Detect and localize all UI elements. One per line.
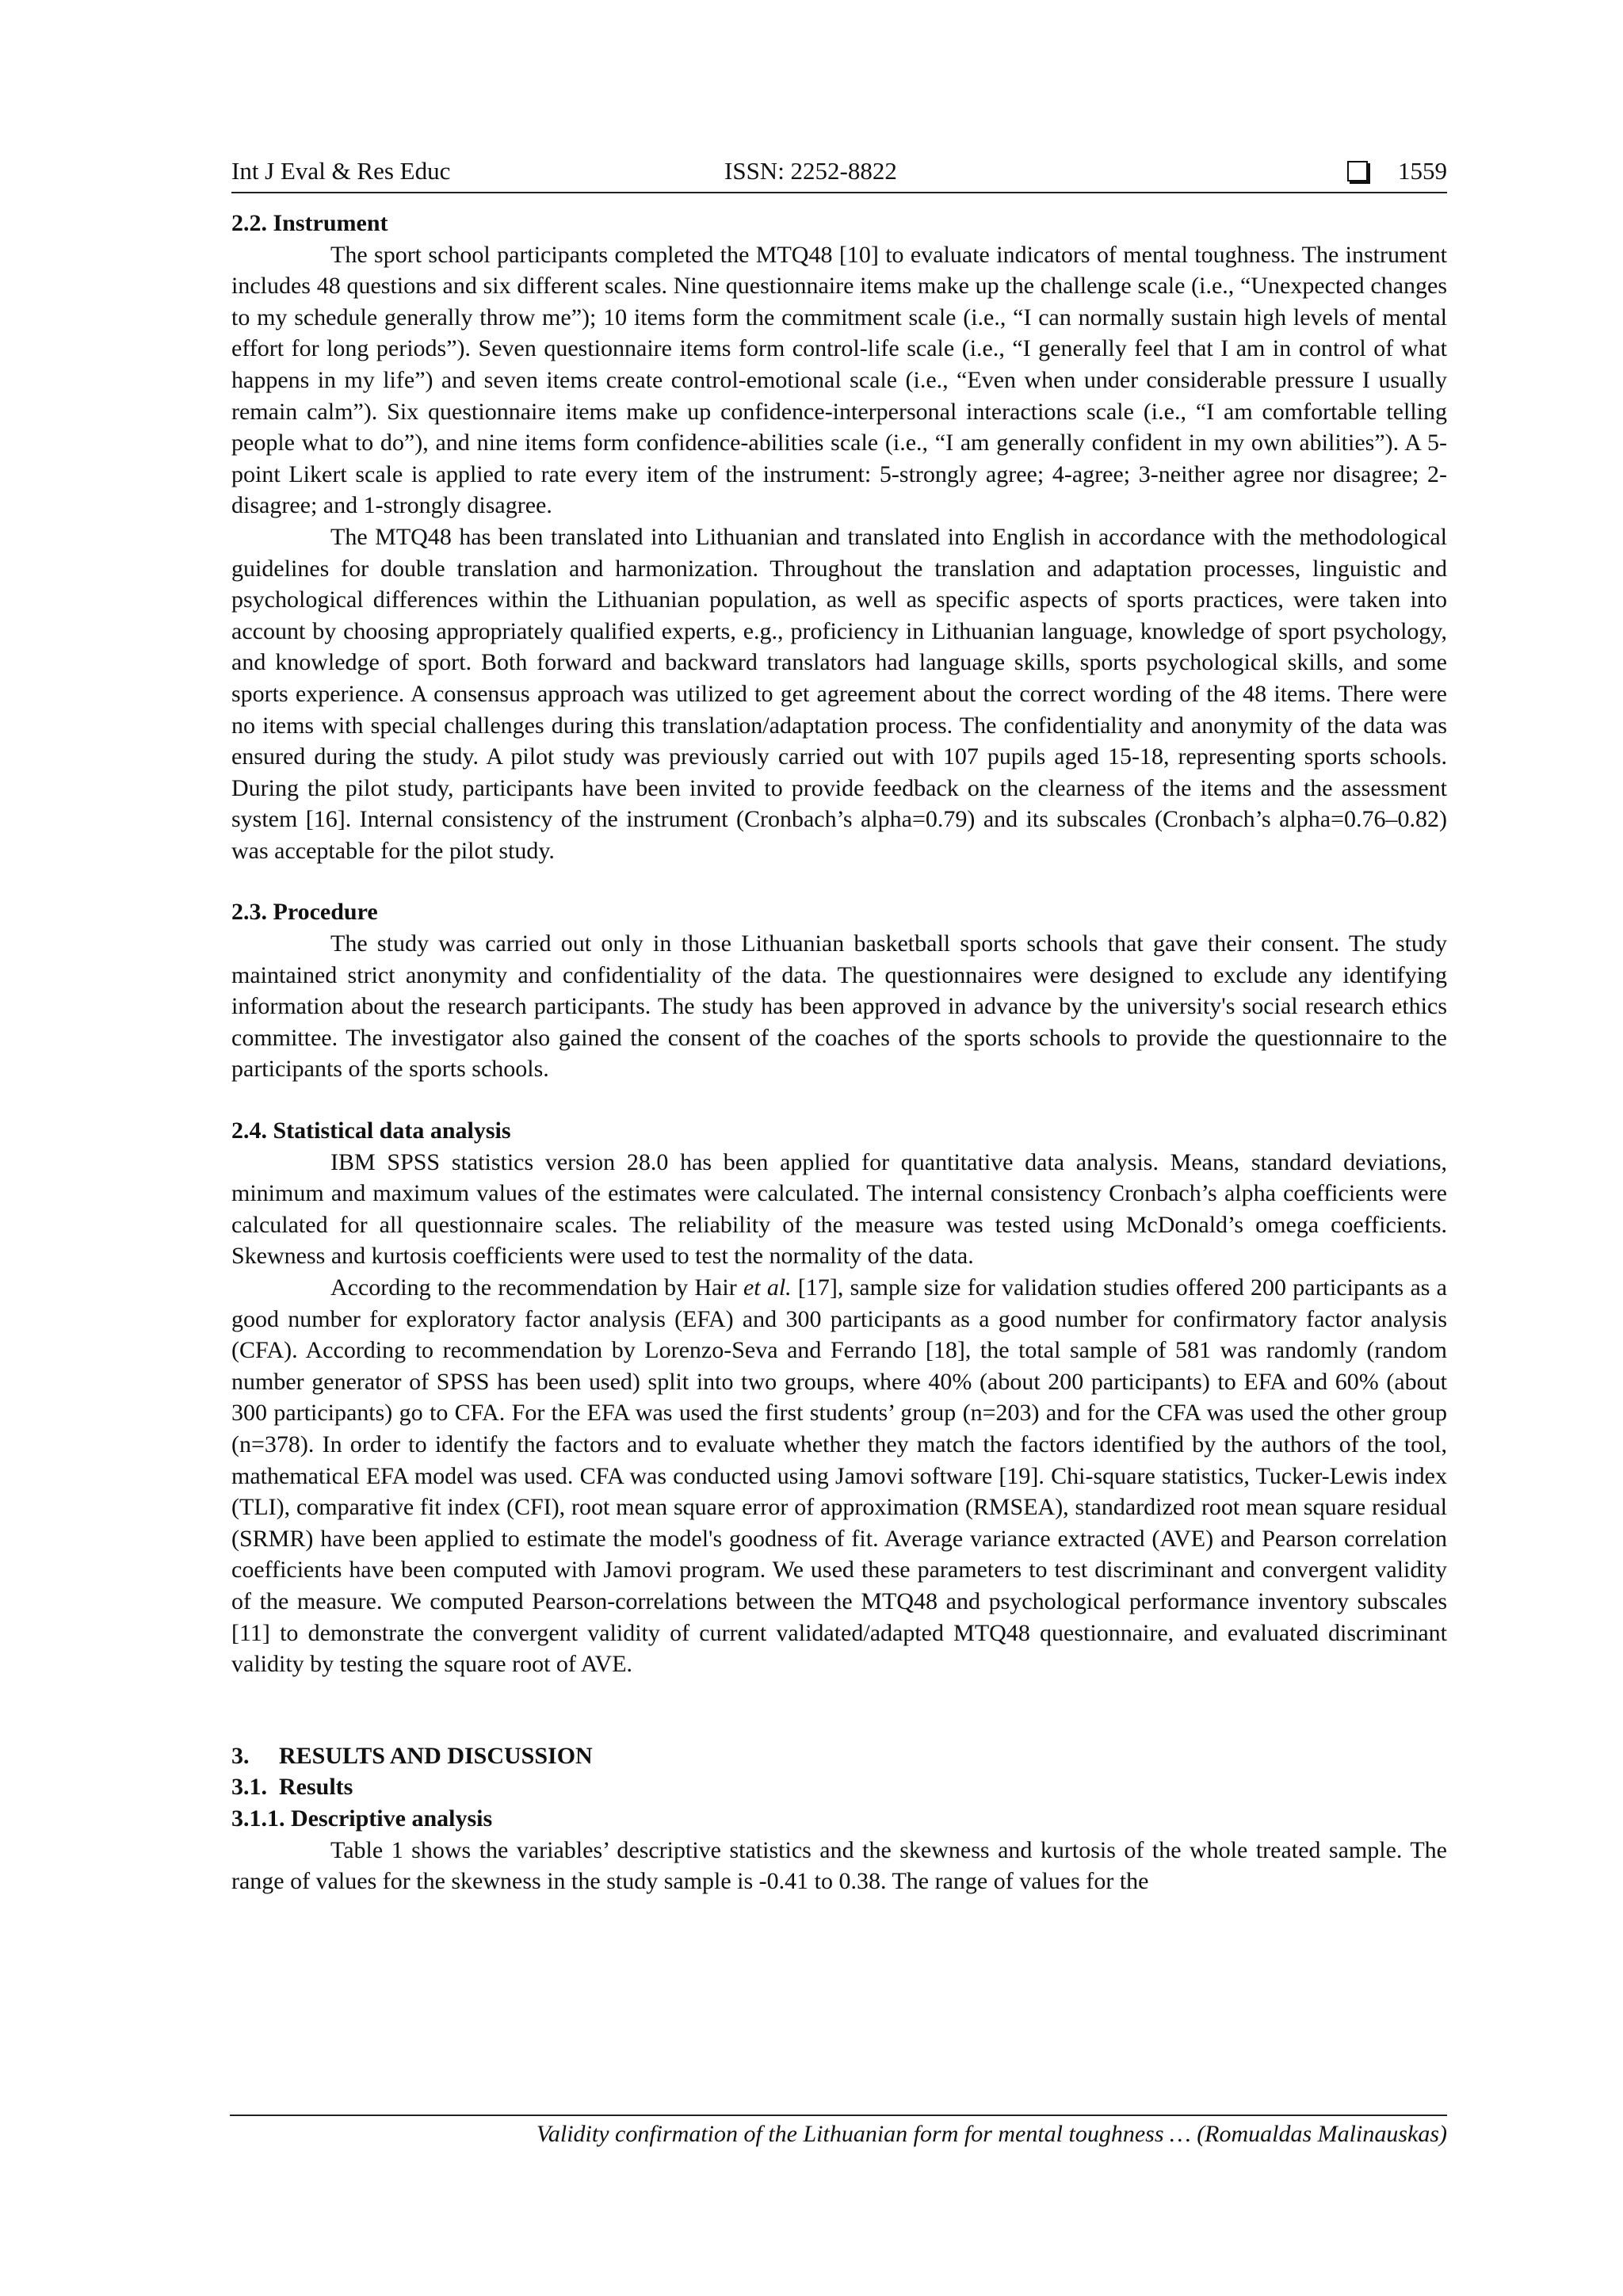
page-number-group: [1347, 155, 1447, 187]
page-number: 1559: [1398, 157, 1447, 185]
subsection-heading-descriptive: 3.1.1. Descriptive analysis: [231, 1805, 493, 1832]
text-run: According to the recommendation by Hair: [330, 1274, 743, 1301]
paragraph-procedure-1: The study was carried out only in those Lithuanian basketball sports schools that gave their consent. The study maintained strict anonymity and confidentiality of the data. The questionnaires were designed to exclude any identifying information about the research participants. The study has been approved in advance by the university's social research ethics committee. The investigator also gained the consent of the coaches of the sports schools to provide the questionnaire to the participants of the sports schools.: [231, 930, 1447, 1083]
issn: ISSN: 2252-8822: [724, 157, 897, 185]
section-heading-procedure: 2.3. Procedure: [231, 899, 378, 926]
paragraph-instrument-2: The MTQ48 has been translated into Lithuanian and translated into English in accordance with the methodological guidelines for double translation and harmonization. Throughout the translation and adaptation processes, linguistic and psychological differences within the Lithuanian population, as well as specific aspects of sports practices, were taken into account by choosing appropriately qualified experts, e.g., proficiency in Lithuanian language, knowledge of sport psychology, and knowledge of sport. Both forward and backward translators had language skills, sports psychological skills, and some sports experience. A consensus approach was utilized to get agreement about the correct wording of the 48 items. There were no items with special challenges during this translation/adaptation process. The confidentiality and anonymity of the data was ensured during the study. A pilot study was previously carried out with 107 pupils aged 15-18, representing sports schools. During the pilot study, participants have been invited to provide feedback on the clearness of the items and the assessment system [16]. Internal consistency of the instrument (Cronbach’s alpha=0.79) and its subscales (Cronbach’s alpha=0.76–0.82) was acceptable for the pilot study.: [231, 523, 1447, 864]
section-heading-instrument: 2.2. Instrument: [231, 210, 388, 236]
paragraph-instrument-1: The sport school participants completed the MTQ48 [10] to evaluate indicators of mental toughness. The instrument includes 48 questions and six different scales. Nine questionnaire items make up the challenge scale (i.e., “Unexpected changes to my schedule generally throw me”); 10 items form the commitment scale (i.e., “I can normally sustain high levels of mental effort for long periods”). Seven questionnaire items form control-life scale (i.e., “I generally feel that I am in control of what happens in my life”) and seven items create control-emotional scale (i.e., “Even when under considerable pressure I usually remain calm”). Six questionnaire items make up confidence-interpersonal interactions scale (i.e., “I am comfortable telling people what to do”), and nine items form confidence-abilities scale (i.e., “I am generally confident in my own abilities”). A 5-point Likert scale is applied to rate every item of the instrument: 5-strongly agree; 4-agree; 3-neither agree nor disagree; 2-disagree; and 1-strongly disagree.: [231, 241, 1447, 519]
section-heading-statistics: 2.4. Statistical data analysis: [231, 1117, 511, 1144]
square-icon: [1347, 161, 1368, 181]
running-header: [231, 151, 1447, 193]
page: [231, 151, 1447, 1897]
subsection-heading-results: 3.1. Results: [231, 1774, 353, 1801]
running-footer: Validity confirmation of the Lithuanian form for mental toughness … (Romualdas Malinauskas): [230, 2115, 1447, 2148]
paragraph-statistics-1: IBM SPSS statistics version 28.0 has been applied for quantitative data analysis. Means, standard deviations, minimum and maximum values of the estimates were calculated. The internal consistency Cronbach’s alpha coefficients were calculated for all questionnaire scales. The reliability of the measure was tested using McDonald’s omega coefficients. Skewness and kurtosis coefficients were used to test the normality of the data.: [231, 1148, 1447, 1270]
paragraph-results-1: Table 1 shows the variables’ descriptive statistics and the skewness and kurtosis of the whole treated sample. The range of values for the skewness in the study sample is -0.41 to 0.38. The range of values for the: [231, 1836, 1447, 1895]
et-al-italic: et al.: [743, 1274, 792, 1301]
journal-name: Int J Eval & Res Educ: [231, 157, 451, 185]
body-text: [231, 208, 1447, 1897]
section-heading-results-discussion: 3. RESULTS AND DISCUSSION: [231, 1742, 593, 1769]
paragraph-statistics-2: [231, 1272, 1447, 1680]
text-run: [17], sample size for validation studies offered 200 participants as a good number for exploratory factor analysis (EFA) and 300 participants as a good number for confirmatory factor analysis (CFA). According to recommendation by Lorenzo-Seva and Ferrando [18], the total sample of 581 was randomly (random number generator of SPSS has been used) split into two groups, where 40% (about 200 participants) to EFA and 60% (about 300 participants) go to CFA. For the EFA was used the first students’ group (n=203) and for the CFA was used the other group (n=378). In order to identify the factors and to evaluate whether they match the factors identified by the authors of the tool, mathematical EFA model was used. CFA was conducted using Jamovi software [19]. Chi-square statistics, Tucker-Lewis index (TLI), comparative fit index (CFI), root mean square error of approximation (RMSEA), standardized root mean square residual (SRMR) have been applied to estimate the model's goodness of fit. Average variance extracted (AVE) and Pearson correlation coefficients have been computed with Jamovi program. We used these parameters to test discriminant and convergent validity of the measure. We computed Pearson-correlations between the MTQ48 and psychological performance inventory subscales [11] to demonstrate the convergent validity of current validated/adapted MTQ48 questionnaire, and evaluated discriminant validity by testing the square root of AVE.: [231, 1274, 1447, 1678]
